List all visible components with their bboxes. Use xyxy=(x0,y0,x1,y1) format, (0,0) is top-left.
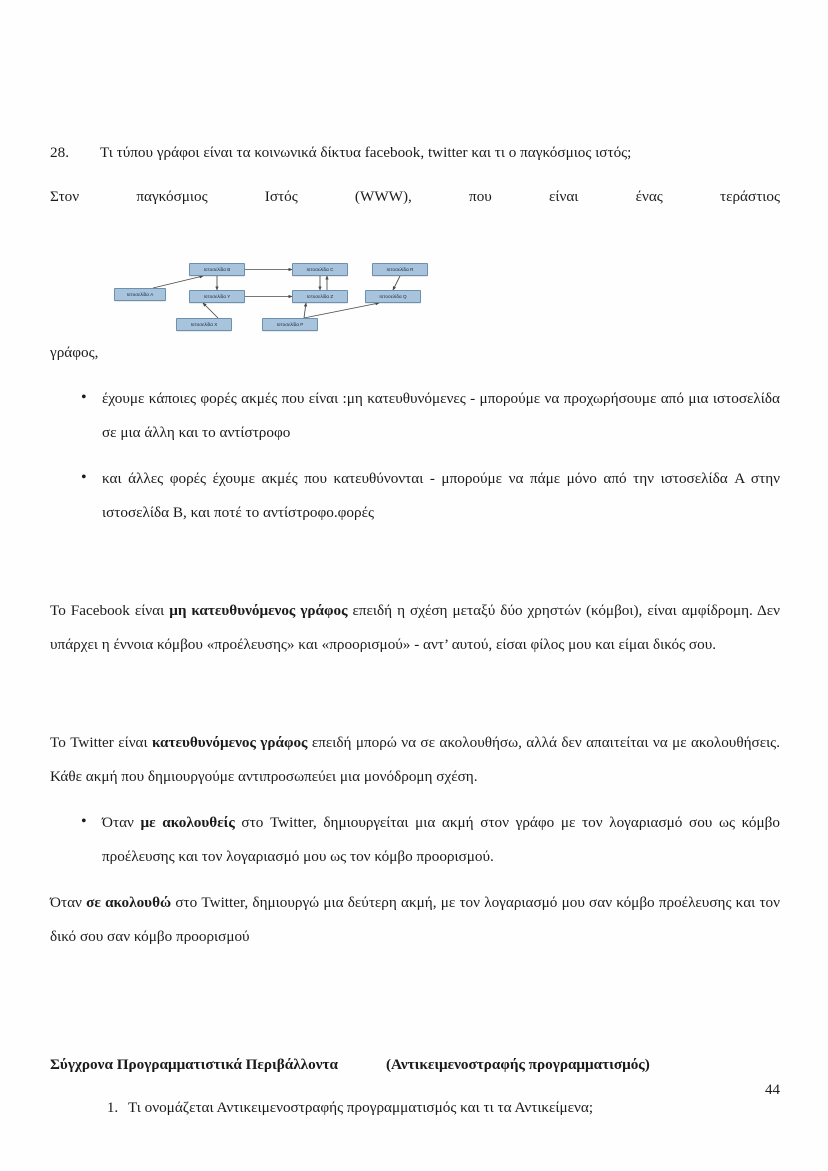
twitter-paragraph xyxy=(50,726,780,794)
graph-edge-a-to-b xyxy=(153,276,203,288)
section-title-right: (Αντικειμενοστραφής προγραμματισμός) xyxy=(386,1056,650,1073)
page-content xyxy=(50,138,780,1124)
spacer xyxy=(50,794,780,806)
graph-node-b: Ιστοσελίδα B xyxy=(189,263,245,276)
graph-edge-p-to-z xyxy=(304,303,306,318)
spacer xyxy=(50,874,780,886)
spacer xyxy=(50,530,780,594)
spacer xyxy=(50,370,780,382)
spacer xyxy=(50,662,780,726)
spacer xyxy=(50,1080,780,1092)
intro-line-2: γράφος, xyxy=(50,344,99,361)
graph-node-c: Ιστοσελίδα C xyxy=(292,263,348,276)
graph-node-r: Ιστοσελίδα R xyxy=(372,263,428,276)
graph-node-x: Ιστοσελίδα X xyxy=(176,318,232,331)
graph-edge-r-to-q xyxy=(393,276,400,290)
twitter-followback-paragraph xyxy=(50,886,780,954)
followback-bold: σε ακολουθώ xyxy=(86,894,172,911)
question-28-number: 28. xyxy=(50,144,69,161)
graph-node-z: Ιστοσελίδα Z xyxy=(292,290,348,303)
twitter-bullet-bold: με ακολουθείς xyxy=(140,814,235,831)
graph-edge-bullets xyxy=(50,382,780,530)
list-item: 1. Τι ονομάζεται Αντικειμενοστραφής προγραμματισμός και τι τα Αντικείμενα; xyxy=(122,1092,780,1124)
graph-node-q: Ιστοσελίδα Q xyxy=(365,290,421,303)
followback-part1: Όταν xyxy=(50,894,87,911)
graph-edge-p-to-q xyxy=(304,303,379,318)
section-title-left: Σύγχρονα Προγραμματιστικά Περιβάλλοντα xyxy=(50,1056,338,1073)
twitter-text-part1: Το Twitter είναι xyxy=(50,734,152,751)
facebook-text-part2: επειδή η σχέση μεταξύ δύο χρηστών (κόμβοι), είναι αμφίδρομη. Δεν υπάρχει η έννοια κόμβου «προέλευσης» και «προορισμού» - αντ’ αυτού, είσαι φίλος μου και είμαι δικός σου. xyxy=(50,602,780,653)
spacer xyxy=(50,248,780,260)
webgraph-diagram xyxy=(50,260,780,336)
followback-part2: στο Twitter, δημιουργώ μια δεύτερη ακμή, με τον λογαριασμό μου σαν κόμβο προέλευσης και τον δικό σου σαν κόμβο προορισμού xyxy=(50,894,781,945)
twitter-bold-term: κατευθυνόμενος γράφος xyxy=(151,734,308,751)
intro-line-1: Στον παγκόσμιος Ιστός (WWW), που είναι ένας τεράστιος xyxy=(50,188,780,205)
facebook-bold-term: μη κατευθυνόμενος γράφος xyxy=(169,602,348,619)
spacer xyxy=(50,954,780,1050)
twitter-bullets xyxy=(50,806,780,874)
twitter-bullet-part1: Όταν xyxy=(102,814,141,831)
list-item xyxy=(50,806,780,874)
spacer xyxy=(50,168,780,180)
twitter-bullet-part2: στο Twitter, δημιουργείται μια ακμή στον γράφο με τον λογαριασμό σου ως κόμβο προέλευσης και τον λογαριασμό μου ως τον κόμβο προορισμού. xyxy=(102,814,780,865)
question-28-text: Τι τύπου γράφοι είναι τα κοινωνικά δίκτυα facebook, twitter και τι ο παγκόσμιος ιστός; xyxy=(100,144,632,161)
webgraph-canvas xyxy=(114,260,434,336)
page-number: 44 xyxy=(765,1082,780,1098)
question-28 xyxy=(50,138,780,168)
list-item: • έχουμε κάποιες φορές ακμές που είναι :μη κατευθυνόμενες - μπορούμε να προχωρήσουμε από μια ιστοσελίδα σε μια άλλη και το αντίστροφο xyxy=(50,382,780,450)
graph-node-y: Ιστοσελίδα Y xyxy=(189,290,245,303)
graph-node-p: Ιστοσελίδα P xyxy=(262,318,318,331)
twitter-text-part2: επειδή μπορώ να σε ακολουθήσω, αλλά δεν απαιτείται να με ακολουθήσεις. Κάθε ακμή που δημιουργούμε αντιπροσωπεύει μια μονόδρομη σχέση. xyxy=(50,734,780,785)
section-heading xyxy=(50,1050,780,1080)
facebook-paragraph xyxy=(50,594,780,662)
section-question-list xyxy=(50,1092,780,1124)
graph-node-a: Ιστοσελίδα A xyxy=(114,288,166,301)
graph-edge-x-to-y xyxy=(203,303,218,318)
facebook-text-part1: Το Facebook είναι xyxy=(50,602,170,619)
list-item: • και άλλες φορές έχουμε ακμές που κατευθύνονται - μπορούμε να πάμε μόνο από την ιστοσελίδα A στην ιστοσελίδα B, και ποτέ το αντίστροφο.φορές xyxy=(50,462,780,530)
